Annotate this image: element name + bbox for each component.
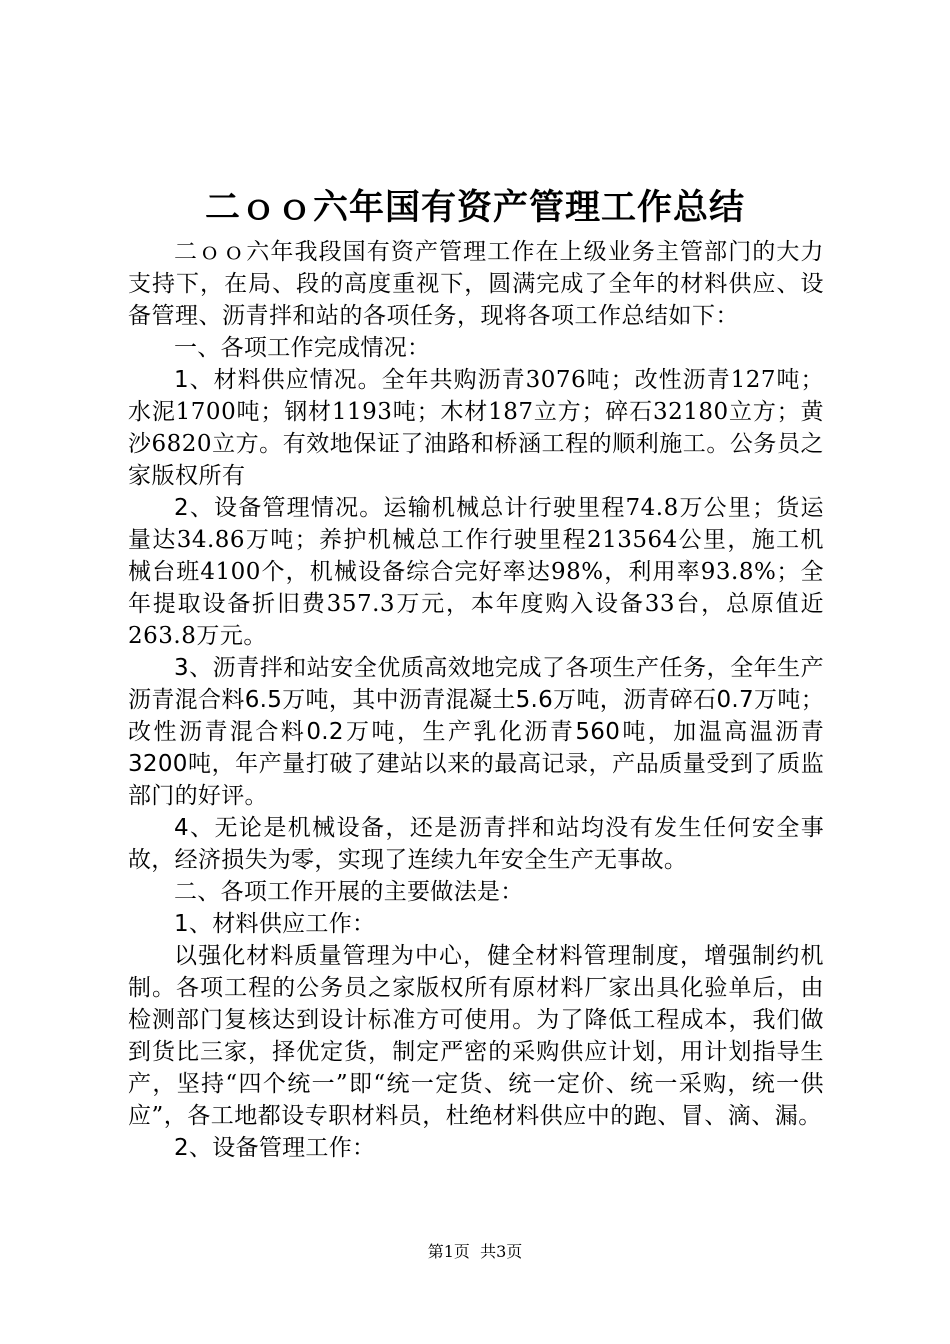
asphalt-plant-paragraph: 3、沥青拌和站安全优质高效地完成了各项生产任务，全年生产沥青混合料6.5万吨，其中沥青混凝土5.6万吨，沥青碎石0.7万吨；改性沥青混合料0.2万吨，生产乳化沥青560吨，加温高温沥青3200吨，年产量打破了建站以来的最高记录，产品质量受到了质监部门的好评。 bbox=[128, 655, 824, 809]
document-body bbox=[128, 236, 824, 1164]
page-footer: 第1页 共3页 bbox=[427, 1242, 523, 1261]
material-work-paragraph: 以强化材料质量管理为中心，健全材料管理制度，增强制约机制。各项工程的公务员之家版权所有原材料厂家出具化验单后，由检测部门复核达到设计标准方可使用。为了降低工程成本，我们做到货比三家，择优定货，制定严密的采购供应计划，用计划指导生产，坚持“四个统一”即“统一定货、统一定价、统一采购，统一供应”，各工地都设专职材料员，杜绝材料供应中的跑、冒、滴、漏。 bbox=[128, 943, 824, 1129]
intro-paragraph: 二ｏｏ六年我段国有资产管理工作在上级业务主管部门的大力支持下，在局、段的高度重视下，圆满完成了全年的材料供应、设备管理、沥青拌和站的各项任务，现将各项工作总结如下： bbox=[128, 239, 824, 329]
equipment-management-paragraph bbox=[128, 492, 824, 652]
section-heading-2: 二、各项工作开展的主要做法是： bbox=[174, 879, 524, 905]
safety-paragraph: 4、无论是机械设备，还是沥青拌和站均没有发生任何安全事故，经济损失为零，实现了连续九年安全生产无事故。 bbox=[128, 815, 824, 873]
document-title: 二ｏｏ六年国有资产管理工作总结 bbox=[204, 187, 745, 228]
equipment-management-body: 运输机械总计行驶里程74.8万公里；货运量达34.86万吨；养护机械总工作行驶里程213564公里，施工机械台班4100个，机械设备综合完好率达98%，利用率93.8%；全年提取设备折旧费357.3万元，本年度购入设备33台，总原值近263.8万元。 bbox=[128, 495, 824, 649]
subsection-heading-material: 1、材料供应工作： bbox=[174, 911, 376, 937]
section-heading-1: 一、各项工作完成情况： bbox=[174, 335, 431, 361]
material-supply-lead: 1、材料供应情况。 bbox=[174, 367, 382, 393]
material-supply-paragraph bbox=[128, 364, 824, 492]
equipment-management-lead: 2、设备管理情况。 bbox=[174, 495, 384, 521]
material-supply-body: 全年共购沥青3076吨；改性沥青127吨；水泥1700吨；钢材1193吨；木材187立方；碎石32180立方；黄沙6820立方。有效地保证了油路和桥涵工程的顺利施工。公务员之家版权所有 bbox=[128, 367, 824, 489]
subsection-heading-equipment: 2、设备管理工作： bbox=[174, 1135, 376, 1161]
